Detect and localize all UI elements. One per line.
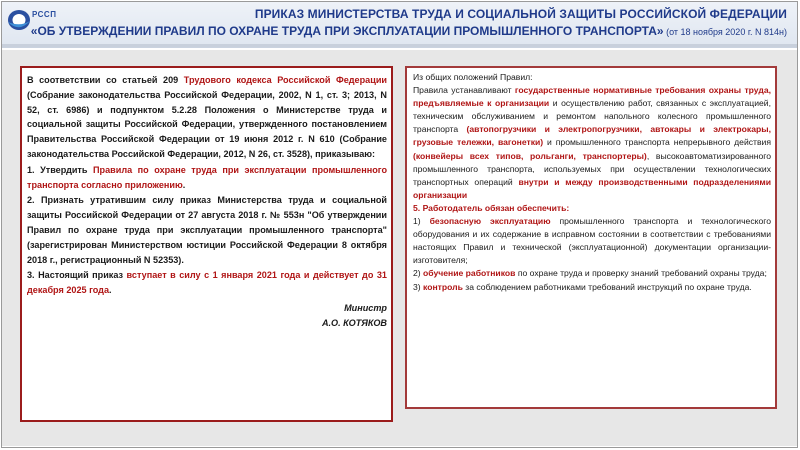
order-paragraph-3: 2. Признать утратившим силу приказ Министерства труда и социальной защиты Российской Федерации от 27 августа 2018 г. № 553н "Об утверждении Правил по охране труда при эксплуатации промышленного транспорта" (зарегистрирован Министерством юстиции Российской Федерации 8 октября 2018 г., регистрационный N 52353).	[27, 195, 387, 265]
text-run: , высокоавтоматизированного промышленного транспорта, используемых при осуществлении технологических транспортных операций	[413, 150, 771, 187]
signature-name: А.О. КОТЯКОВ	[321, 317, 387, 328]
text-run: Правила устанавливают	[413, 85, 515, 96]
title-date-suffix: (от 18 ноября 2020 г. N 814н)	[663, 27, 787, 37]
header-band	[2, 2, 797, 48]
signature-block	[27, 301, 387, 331]
logo-text: РССП	[32, 10, 57, 19]
highlight: государственные нормативные требования охраны труда, предъявляемые к организации	[413, 85, 771, 109]
text-run: и осуществлению работ, связанных с эксплуатацией, техническим обслуживанием и ремонтом напольного колесного промышленного транспорта	[413, 98, 771, 135]
summary-paragraph-2	[413, 202, 771, 215]
summary-paragraph-1	[413, 84, 771, 202]
signature-title: Министр	[344, 302, 387, 313]
order-text	[27, 73, 387, 331]
rules-reference: Правила по охране труда при эксплуатации промышленного транспорта согласно приложению	[27, 164, 388, 190]
text-run: 1. Утвердить	[27, 164, 93, 175]
text-run: .	[109, 285, 112, 296]
order-paragraph-2	[27, 163, 387, 193]
text-run: по охране труда и проверку знаний требований охраны труда;	[515, 268, 767, 279]
text-run: 3. Настоящий приказ	[27, 270, 127, 281]
rules-summary-text	[413, 71, 771, 294]
header-stripe	[2, 44, 797, 47]
text-run: 1)	[413, 216, 430, 227]
highlight: обучение работников	[423, 268, 516, 279]
highlight: (автопогрузчики и электропогрузчики, автокары и электрокары, грузовые тележки, вагонетки)	[413, 124, 771, 148]
highlight: безопасную эксплуатацию	[429, 216, 551, 227]
text-run: и промышленного транспорта непрерывного действия	[543, 137, 772, 148]
effective-dates: вступает в силу с 1 января 2021 года и действует до 31 декабря 2025 года	[27, 270, 387, 296]
text-run: В соответствии со статьей 209	[27, 75, 184, 85]
highlight: контроль	[423, 281, 463, 292]
text-run: .	[182, 179, 186, 190]
summary-paragraph-4	[413, 267, 771, 280]
order-paragraph-4	[27, 268, 387, 298]
text-run: (Собрание законодательства Российской Федерации, 2002, N 1, ст. 3; 2013, N 52, ст. 6986) и подпунктом 5.2.28 Положения о Министерстве труда и социальной защиты Российской Федерации, утвержденного постановлением Правительства Российской Федерации от 19 июня 2012 г. N 610 (Собрание законодательства Российской Федерации, 2012, N 26, ст. 3528), приказываю:	[27, 89, 387, 159]
text-run: 3)	[413, 281, 424, 292]
text-run: за соблюдением работниками требований инструкций по охране труда.	[462, 281, 752, 292]
title-line-2-main: «ОБ УТВЕРЖДЕНИИ ПРАВИЛ ПО ОХРАНЕ ТРУДА ПРИ ЭКСПЛУАТАЦИИ ПРОМЫШЛЕННОГО ТРАНСПОРТА»	[30, 24, 664, 38]
text-run: 2)	[413, 268, 424, 279]
summary-heading: Из общих положений Правил:	[413, 72, 533, 82]
title-line-1: ПРИКАЗ МИНИСТЕРСТВА ТРУДА И СОЦИАЛЬНОЙ ЗАЩИТЫ РОССИЙСКОЙ ФЕДЕРАЦИИ	[254, 7, 787, 21]
labor-code-reference: Трудового кодекса Российской Федерации	[183, 75, 387, 85]
title-line-2	[27, 24, 787, 38]
highlight: (конвейеры всех типов, рольганги, транспортеры)	[413, 150, 647, 161]
summary-paragraph-5	[413, 281, 771, 294]
text-run: промышленного транспорта и технологического оборудования и их содержание в исправном состоянии в соответствии с требованиями настоящих Правил и технической (эксплуатационной) документации организации-изготовителя;	[413, 216, 771, 266]
text-run: 5.	[413, 202, 423, 213]
highlight: Работодатель обязан обеспечить:	[422, 202, 570, 213]
summary-paragraph-3	[413, 215, 771, 267]
highlight: внутри и между производственными подразделениями организации	[413, 176, 771, 200]
order-paragraph-1	[27, 73, 387, 162]
